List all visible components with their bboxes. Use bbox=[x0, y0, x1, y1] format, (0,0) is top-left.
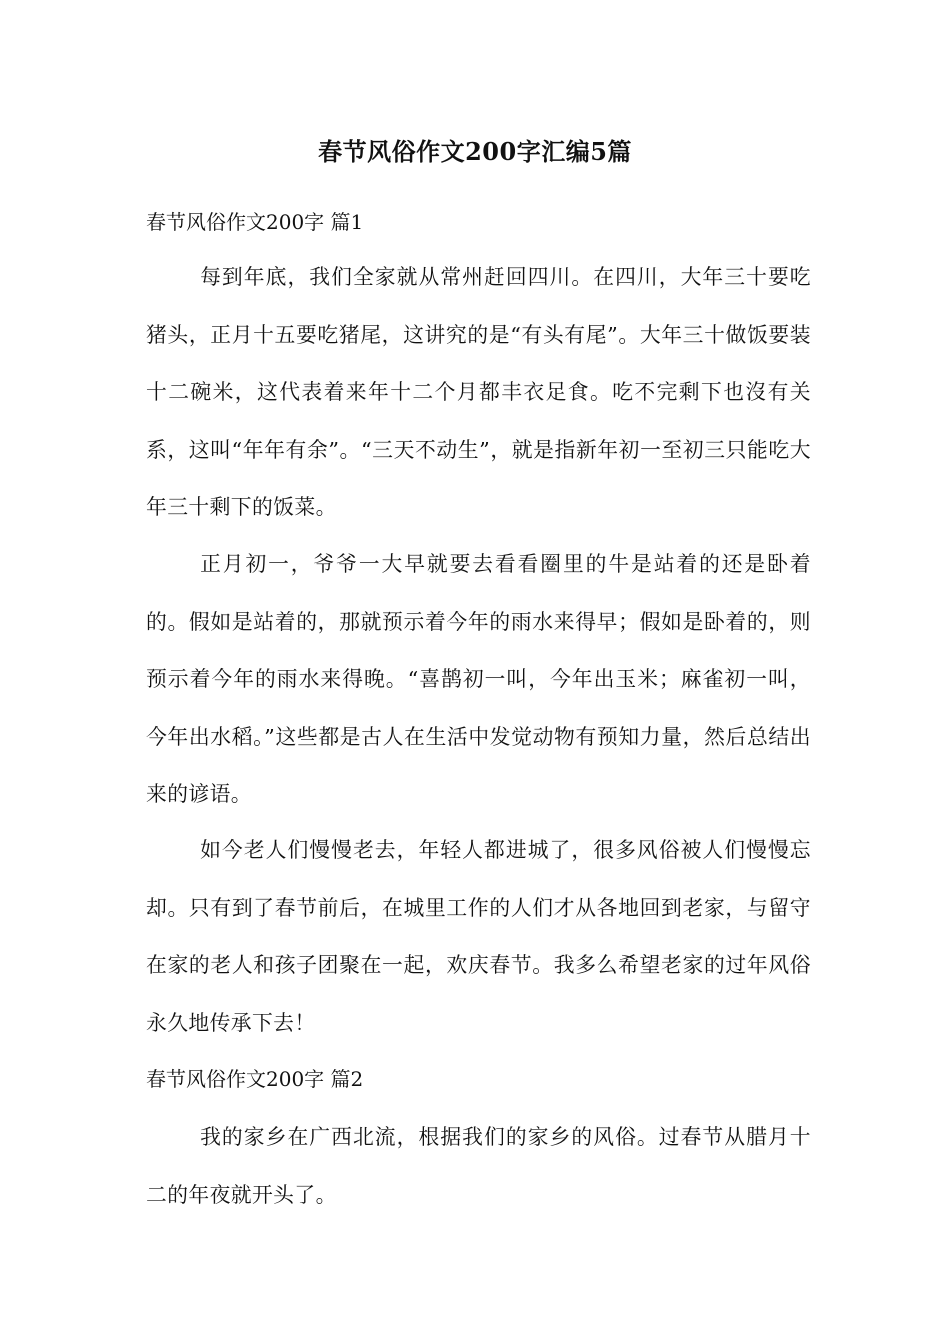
section-heading-1: 春节风俗作文200字 篇1 bbox=[146, 210, 364, 234]
section-1-paragraph-1: 每到年底，我们全家就从常州赶回四川。在四川，大年三十要吃猪头，正月十五要吃猪尾，这讲究的是“有头有尾”。大年三十做饭要装十二碗米，这代表着来年十二个月都丰衣足食。吃不完剩下也沒有关系，这叫“年年有余”。“三天不动生”，就是指新年初一至初三只能吃大年三十剩下的饭菜。 bbox=[146, 265, 811, 519]
section-1-paragraph-3: 如今老人们慢慢老去，年轻人都进城了，很多风俗被人们慢慢忘却。只有到了春节前后，在城里工作的人们才从各地回到老家，与留守在家的老人和孩子团聚在一起，欢庆春节。我多么希望老家的过年风俗永久地传承下去！ bbox=[146, 838, 811, 1035]
section-1-paragraph-2: 正月初一，爷爷一大早就要去看看圈里的牛是站着的还是卧着的。假如是站着的，那就预示着今年的雨水来得早；假如是卧着的，则预示着今年的雨水来得晚。“喜鹊初一叫，今年出玉米；麻雀初一叫，今年出水稻。”这些都是古人在生活中发觉动物有预知力量，然后总结出来的谚语。 bbox=[146, 552, 811, 806]
document-title: 春节风俗作文200字汇编5篇 bbox=[318, 137, 632, 166]
section-2-paragraph-1: 我的家乡在广西北流，根据我们的家乡的风俗。过春节从腊月十二的年夜就开头了。 bbox=[146, 1125, 811, 1207]
section-heading-2: 春节风俗作文200字 篇2 bbox=[146, 1067, 364, 1091]
